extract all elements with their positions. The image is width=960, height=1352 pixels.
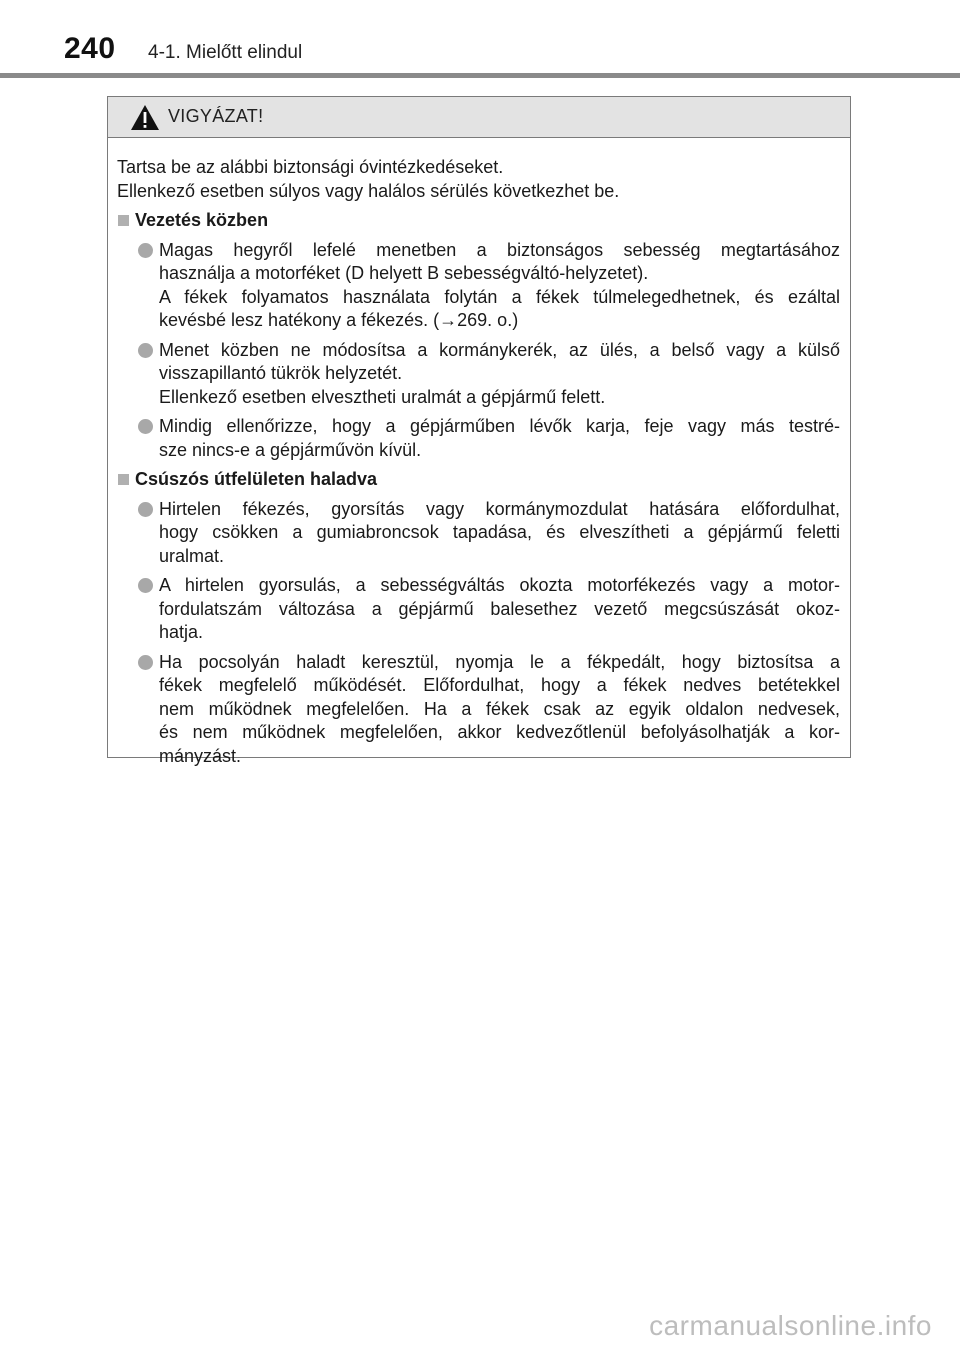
list-item [117, 574, 840, 645]
list-item [117, 651, 840, 769]
list-item [117, 239, 840, 333]
page-number: 240 [64, 32, 116, 65]
item-line: hogy csökken a gumiabroncsok tapadása, és elveszítheti a gépjármű feletti [159, 522, 840, 542]
item-line: fékek megfelelő működését. Előfordulhat, hogy a fékek nedves betétekkel [159, 675, 840, 695]
dot-bullet-icon [138, 502, 153, 517]
section-heading-text: Csúszós útfelületen haladva [135, 469, 378, 489]
item-line: Mindig ellenőrizze, hogy a gépjárműben lévők karja, feje vagy más testré- [159, 416, 840, 436]
warning-triangle-icon [130, 104, 160, 131]
warning-body [108, 138, 850, 768]
section-heading [117, 209, 840, 233]
item-line: A fékek folyamatos használata folytán a fékek túlmelegedhetnek, és ezáltal [159, 286, 840, 307]
list-item [117, 339, 840, 410]
list-item [117, 415, 840, 462]
dot-bullet-icon [138, 655, 153, 670]
item-line: Ha pocsolyán haladt keresztül, nyomja le a fékpedált, hogy biztosítsa a [159, 651, 840, 672]
dot-bullet-icon [138, 419, 153, 434]
item-line: A hirtelen gyorsulás, a sebességváltás okozta motorfékezés vagy a motor- [159, 575, 840, 595]
dot-bullet-icon [138, 343, 153, 358]
header-rule [0, 73, 960, 78]
page-header [0, 0, 960, 80]
item-line: mányzást. [159, 745, 242, 766]
item-line: kevésbé lesz hatékony a fékezés. (→269. o.) [159, 310, 519, 330]
square-bullet-icon [118, 474, 129, 485]
item-line: Hirtelen fékezés, gyorsítás vagy kormánymozdulat hatására előfordulhat, [159, 498, 840, 519]
section-heading [117, 468, 840, 492]
section-slippery-road [117, 468, 840, 768]
dot-bullet-icon [138, 578, 153, 593]
item-line: uralmat. [159, 545, 225, 566]
intro-line: Ellenkező esetben súlyos vagy halálos sérülés következhet be. [117, 180, 620, 201]
warning-box [107, 96, 851, 766]
item-line: sze nincs-e a gépjárművön kívül. [159, 439, 422, 460]
item-line: visszapillantó tükrök helyzetét. [159, 363, 403, 383]
list-item [117, 498, 840, 569]
warning-title: VIGYÁZAT! [168, 106, 264, 126]
section-heading-text: Vezetés közben [135, 210, 269, 230]
item-line: és nem működnek megfelelően, akkor kedvezőtlenül befolyásolhatják a kor- [159, 722, 840, 742]
item-line: Menet közben ne módosítsa a kormánykerék, az ülés, a belső vagy a külső [159, 339, 840, 360]
item-line: fordulatszám változása a gépjármű balesethez vezető megcsúszását okoz- [159, 598, 840, 619]
item-line: Magas hegyről lefelé menetben a biztonságos sebesség megtartásához [159, 239, 840, 260]
dot-bullet-icon [138, 243, 153, 258]
item-line: hatja. [159, 622, 204, 642]
section-driving [117, 209, 840, 462]
item-line: használja a motorféket (D helyett B sebességváltó-helyzetet). [159, 263, 649, 283]
item-line: Ellenkező esetben elvesztheti uralmát a gépjármű felett. [159, 386, 606, 407]
item-line: nem működnek megfelelően. Ha a fékek csak az egyik oldalon nedvesek, [159, 698, 840, 719]
warning-header [108, 97, 850, 138]
intro-line: Tartsa be az alábbi biztonsági óvintézkedéseket. [117, 157, 504, 177]
section-title: 4-1. Mielőtt elindul [148, 42, 303, 63]
watermark: carmanualsonline.info [649, 1310, 932, 1341]
square-bullet-icon [118, 215, 129, 226]
